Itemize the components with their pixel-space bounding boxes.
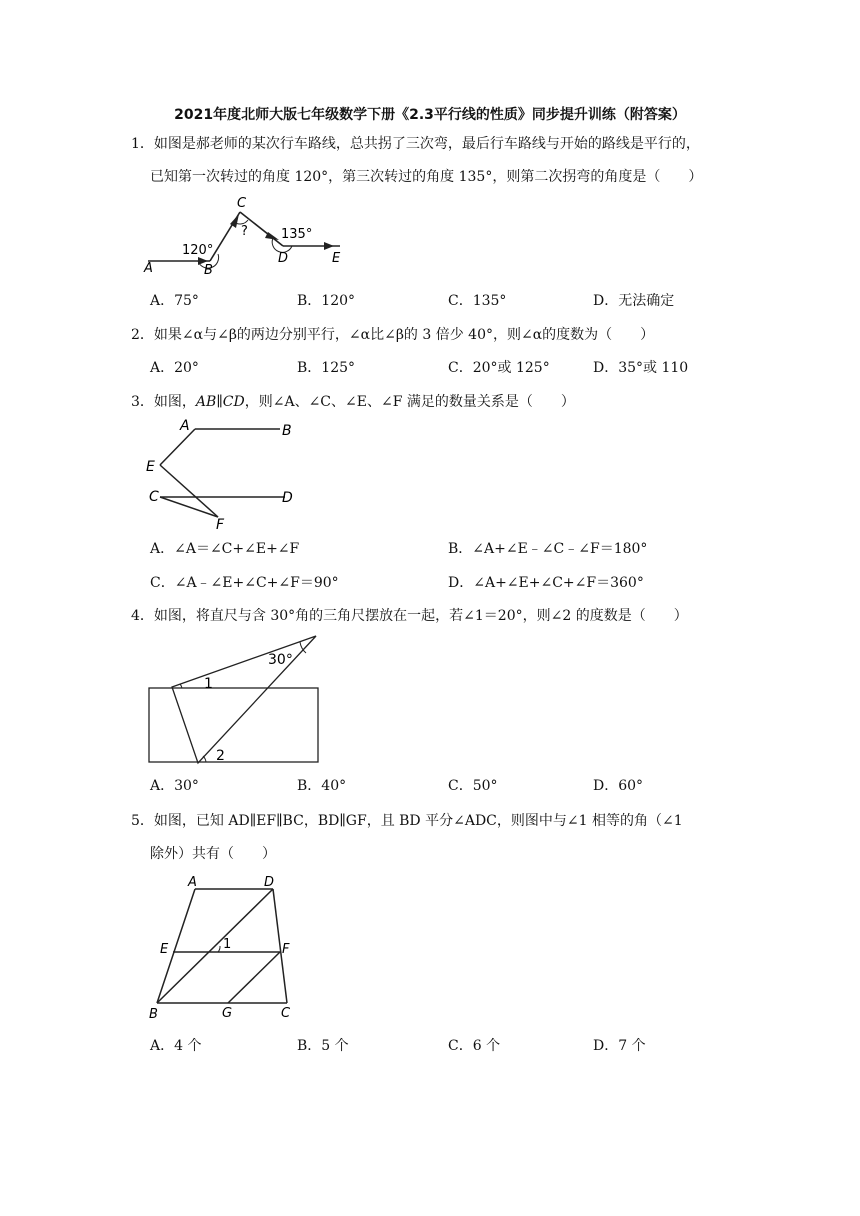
question-4-option-a[interactable]: A．30°	[150, 778, 199, 794]
question-1-option-d[interactable]: D．无法确定	[593, 293, 675, 309]
question-4-option-d[interactable]: D．60°	[593, 778, 644, 794]
point-label-a: A	[188, 875, 197, 890]
question-3-suffix: ，则∠A、∠C、∠E、∠F 满足的数量关系是（ ）	[244, 394, 575, 410]
question-2-option-c[interactable]: C．20°或 125°	[448, 360, 550, 376]
question-4-line-1: 4．如图，将直尺与含 30°角的三角尺摆放在一起，若∠1＝20°，则∠2 的度数是（ ）	[131, 608, 688, 624]
angle-label-question: ?	[241, 224, 248, 239]
question-3-line-1	[131, 392, 575, 412]
point-label-g: G	[222, 1006, 233, 1021]
question-2-option-b[interactable]: B．125°	[297, 360, 356, 376]
question-4-option-b[interactable]: B．40°	[297, 778, 347, 794]
page-title: 2021年度北师大版七年级数学下册《2.3平行线的性质》同步提升训练（附答案）	[174, 107, 686, 123]
question-2-line-1: 2．如果∠α与∠β的两边分别平行，∠α比∠β的 3 倍少 40°，则∠α的度数为（ ）	[131, 327, 655, 343]
question-5-line-2: 除外）共有（ ）	[150, 846, 276, 862]
point-label-e: E	[332, 251, 341, 266]
question-1-option-b[interactable]: B．120°	[297, 293, 356, 309]
angle-label-1: 1	[204, 676, 213, 692]
question-2-option-a[interactable]: A．20°	[150, 360, 199, 376]
question-3-parallel: AB∥CD	[195, 394, 245, 410]
question-3-option-d[interactable]: D．∠A+∠E+∠C+∠F＝360°	[448, 575, 644, 591]
question-1-option-c[interactable]: C．135°	[448, 293, 507, 309]
question-3-prefix: 3．如图，	[131, 394, 196, 410]
question-3-option-a[interactable]: A．∠A＝∠C+∠E+∠F	[150, 541, 300, 557]
point-label-b: B	[204, 263, 213, 278]
question-2-option-d[interactable]: D．35°或 110	[593, 360, 689, 376]
angle-label-120: 120°	[182, 243, 214, 258]
point-label-d: D	[282, 490, 293, 506]
point-label-f: F	[282, 942, 290, 957]
point-label-b: B	[149, 1007, 158, 1022]
question-3-figure	[140, 415, 310, 535]
question-5-line-1: 5．如图，已知 AD∥EF∥BC，BD∥GF，且 BD 平分∠ADC，则图中与∠1 相等的角（∠1	[131, 813, 683, 829]
angle-label-135: 135°	[281, 227, 313, 242]
question-4-figure	[140, 630, 330, 770]
question-5-figure	[140, 870, 310, 1025]
point-label-b: B	[282, 423, 292, 439]
point-label-f: F	[216, 517, 225, 533]
point-label-c: C	[149, 489, 159, 505]
point-label-a: A	[180, 418, 190, 434]
point-label-c: C	[281, 1006, 291, 1021]
point-label-d: D	[264, 875, 275, 890]
point-label-a: A	[144, 261, 153, 276]
question-4-option-c[interactable]: C．50°	[448, 778, 498, 794]
question-1-line-2: 已知第一次转过的角度 120°，第三次转过的角度 135°，则第二次拐弯的角度是（ ）	[150, 169, 703, 185]
question-1-option-a[interactable]: A．75°	[150, 293, 199, 309]
question-5-option-b[interactable]: B．5 个	[297, 1038, 349, 1054]
angle-label-30: 30°	[268, 652, 293, 668]
point-label-d: D	[278, 251, 289, 266]
question-1-figure	[140, 192, 360, 278]
question-3-option-b[interactable]: B．∠A+∠E﹣∠C﹣∠F＝180°	[448, 541, 648, 557]
question-5-option-a[interactable]: A．4 个	[150, 1038, 202, 1054]
question-3-option-c[interactable]: C．∠A﹣∠E+∠C+∠F＝90°	[150, 575, 339, 591]
question-5-option-d[interactable]: D．7 个	[593, 1038, 646, 1054]
point-label-c: C	[237, 196, 247, 211]
point-label-e: E	[146, 459, 155, 475]
point-label-e: E	[160, 942, 169, 957]
question-5-option-c[interactable]: C．6 个	[448, 1038, 501, 1054]
angle-label-1: 1	[223, 937, 232, 952]
angle-label-2: 2	[216, 748, 225, 764]
question-1-line-1: 1．如图是郝老师的某次行车路线，总共拐了三次弯，最后行车路线与开始的路线是平行的，	[131, 136, 700, 152]
